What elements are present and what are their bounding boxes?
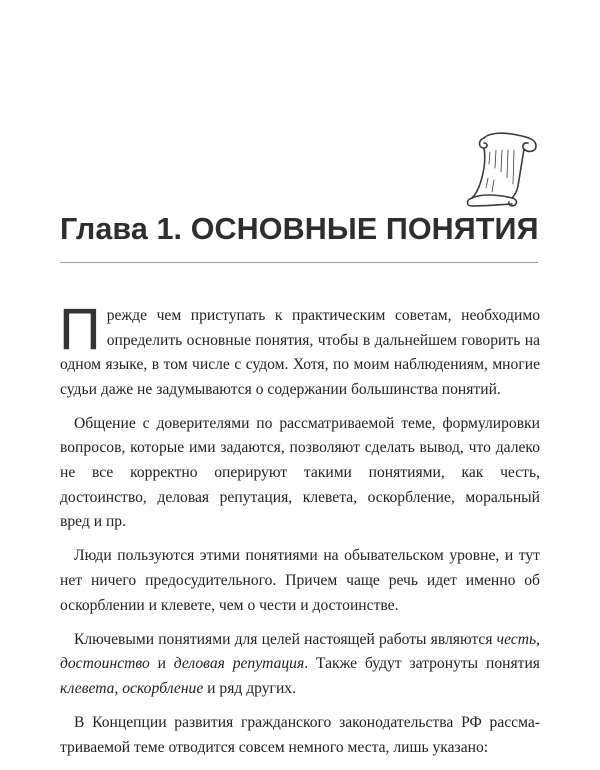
paragraph-4-text-1: Ключевыми понятиями для целей настоящей работы являются bbox=[74, 630, 497, 648]
paragraph-4-text-2: , bbox=[536, 630, 540, 648]
term-honor: честь bbox=[496, 630, 537, 648]
paragraph-2: Общение с доверителями по рассматриваемой теме, формулировки вопросов, которые ими задаются, позволяют сделать вывод, что далеко не все корректно оперируют такими понятиями, как честь, достоинство, деловая репутация, клевета, оскорбление, моральный вред и пр. bbox=[60, 414, 540, 531]
chapter-title: Глава 1. ОСНОВНЫЕ ПОНЯТИЯ bbox=[60, 212, 539, 246]
term-business-reputation: деловая репутация bbox=[173, 655, 305, 673]
term-dignity: достоинство bbox=[60, 655, 150, 673]
scroll-icon bbox=[462, 128, 540, 208]
title-divider bbox=[60, 262, 538, 263]
paragraph-1 bbox=[59, 297, 540, 402]
term-slander: клевета bbox=[60, 679, 115, 697]
paragraph-3: Люди пользуются этими понятиями на обывательском уровне, и тут нет ничего предосудительного. Причем чаще речь идет именно об оскорблении и клевете, чем о чести и достоинстве. bbox=[60, 547, 540, 614]
paragraph-4-text-6: и ряд других. bbox=[203, 679, 296, 697]
paragraph-4-text-4: . Также будут затронуты понятия bbox=[304, 655, 540, 673]
paragraph-5: В Концепции развития гражданского законодательства РФ рассматриваемой теме отводится совсем немного места, лишь указано: bbox=[60, 713, 540, 756]
term-insult: оскорбление bbox=[122, 679, 204, 697]
paragraph-1-text: режде чем приступать к практическим советам, необходимо определить основные понятия, чтобы в дальнейшем говорить на одном языке, в том числе с судом. Хотя, по моим наблюдениям, многие судьи даже не задумываются о содержании большинства понятий. bbox=[60, 307, 540, 398]
paragraph-4-text-5: , bbox=[114, 679, 123, 697]
chapter-body bbox=[59, 297, 540, 770]
paragraph-4 bbox=[60, 628, 540, 702]
drop-cap: П bbox=[59, 297, 101, 362]
paragraph-4-text-3: и bbox=[149, 655, 174, 673]
